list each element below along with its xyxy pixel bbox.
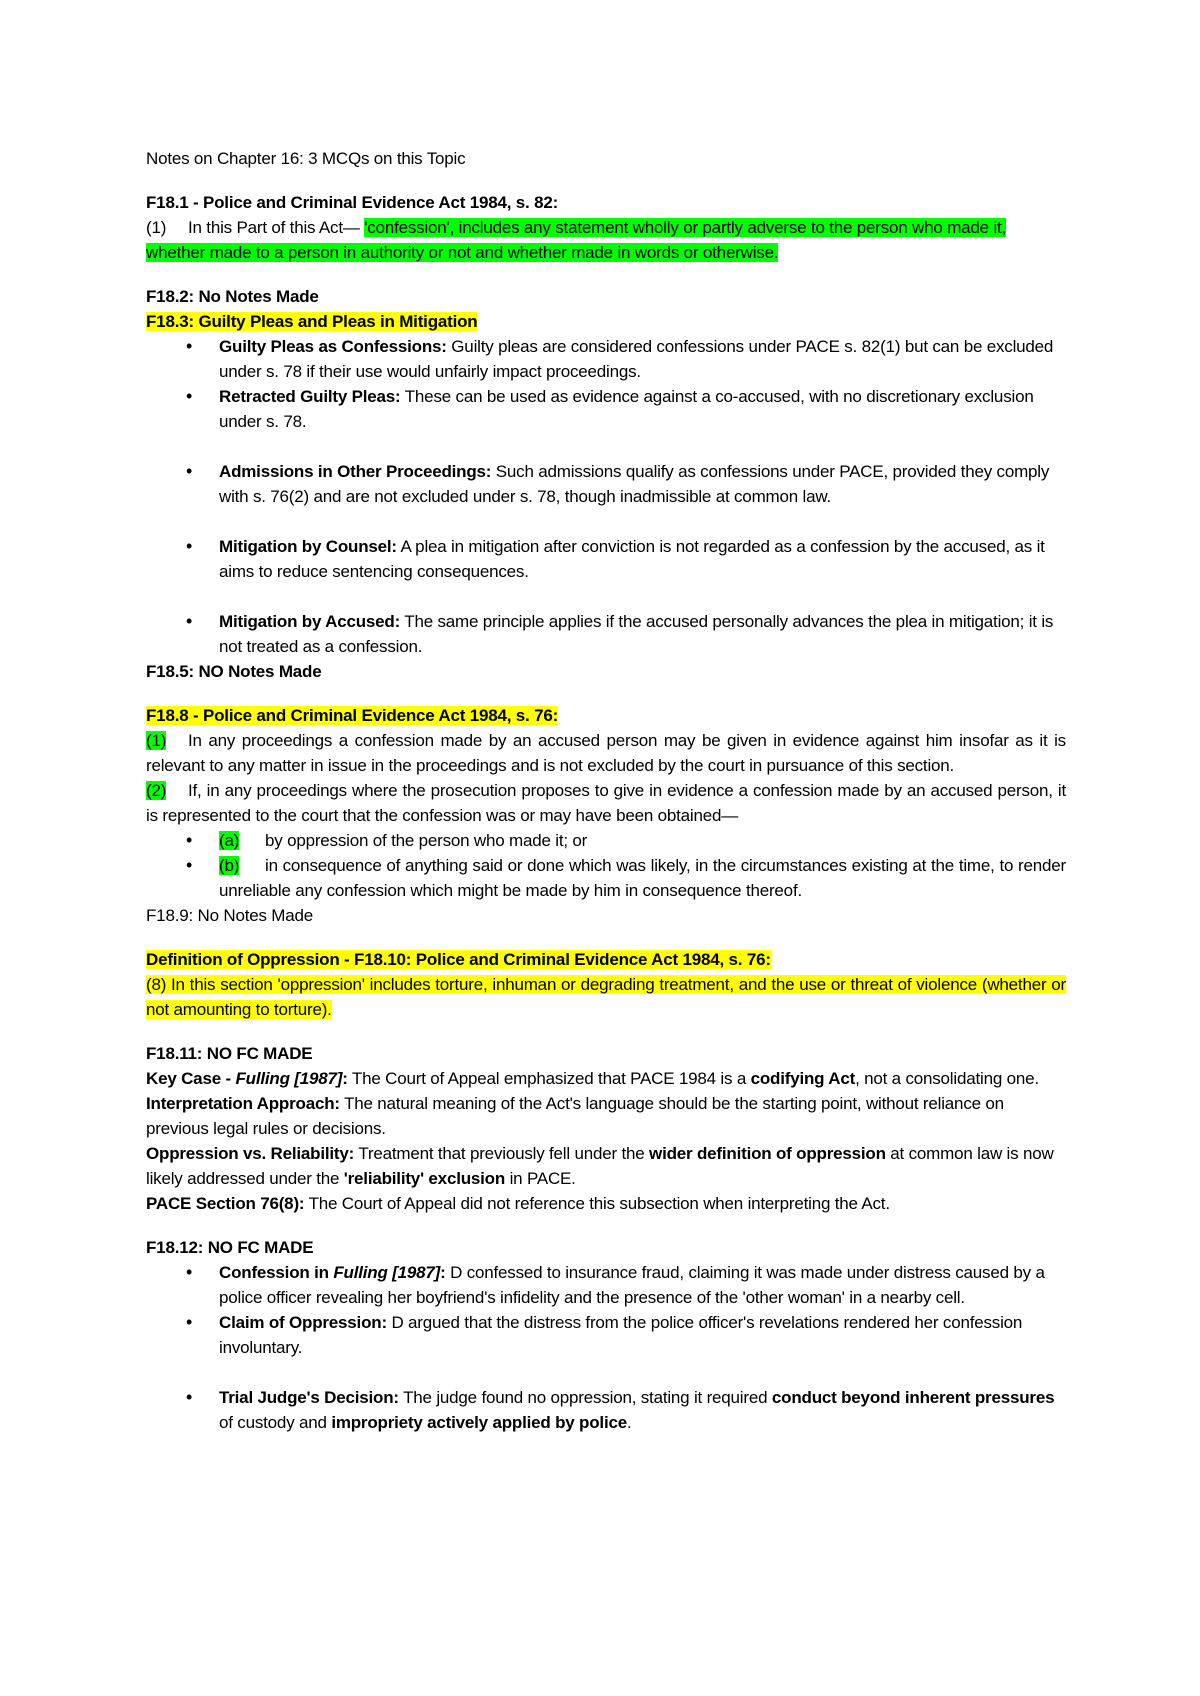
f183-heading: F18.3: Guilty Pleas and Pleas in Mitigation — [146, 312, 478, 331]
list-item: • Claim of Oppression: D argued that the distress from the police officer's revelations rendered her confession involuntary. — [146, 1310, 1066, 1360]
s76-subsection-1: (1) In any proceedings a confession made by an accused person may be given in evidence against him insofar as it is relevant to any matter in issue in the proceedings and is not excluded by the court in pursuance of this section. — [146, 731, 1066, 775]
f185-heading: F18.5: NO Notes Made — [146, 662, 322, 681]
list-item: • Admissions in Other Proceedings: Such admissions qualify as confessions under PACE, provided they comply with s. 76(2) and are not excluded under s. 78, though inadmissible at common law. — [146, 459, 1066, 509]
f1812-heading: F18.12: NO FC MADE — [146, 1238, 314, 1257]
s82-heading: F18.1 - Police and Criminal Evidence Act 1984, s. 82: — [146, 193, 559, 212]
list-item: • Mitigation by Accused: The same principle applies if the accused personally advances the plea in mitigation; it is not treated as a confession. — [146, 609, 1066, 659]
interpretation-para: Interpretation Approach: The natural meaning of the Act's language should be the starting point, without reliance on previous legal rules or decisions. — [146, 1094, 1004, 1138]
s76-subsection-2: (2) If, in any proceedings where the prosecution proposes to give in evidence a confession made by an accused person, it is represented to the court that the confession was or may have been obtained— — [146, 781, 1066, 825]
oppression-heading: Definition of Oppression - F18.10: Police and Criminal Evidence Act 1984, s. 76: — [146, 950, 771, 969]
oppression-definition: (8) In this section 'oppression' includes torture, inhuman or degrading treatment, and the use or threat of violence (whether or not amounting to torture). — [146, 975, 1066, 1019]
oppression-reliability-para: Oppression vs. Reliability: Treatment that previously fell under the wider definition of oppression at common law is now likely addressed under the 'reliability' exclusion in PACE. — [146, 1144, 1054, 1188]
list-item: • Guilty Pleas as Confessions: Guilty pleas are considered confessions under PACE s. 82(1) but can be excluded under s. 78 if their use would unfairly impact proceedings. — [146, 334, 1066, 384]
list-item: • Trial Judge's Decision: The judge found no oppression, stating it required conduct beyond inherent pressures of custody and impropriety actively applied by police. — [146, 1385, 1066, 1435]
fulling-list — [146, 1260, 1066, 1435]
list-item: • Mitigation by Counsel: A plea in mitigation after conviction is not regarded as a confession by the accused, as it aims to reduce sentencing consequences. — [146, 534, 1066, 584]
list-item: • Retracted Guilty Pleas: These can be used as evidence against a co-accused, with no discretionary exclusion under s. 78. — [146, 384, 1066, 434]
s76-heading: F18.8 - Police and Criminal Evidence Act 1984, s. 76: — [146, 706, 559, 725]
f182-heading: F18.2: No Notes Made — [146, 287, 319, 306]
s76-sublist — [146, 828, 1066, 903]
s82-text: (1) In this Part of this Act— 'confession', includes any statement wholly or partly adverse to the person who made it, whether made to a person in authority or not and whether made in words or otherwise. — [146, 218, 1007, 262]
list-item: • (a) by oppression of the person who made it; or — [146, 828, 1066, 853]
s82-highlight: 'confession', includes any statement wholly or partly adverse to the person who made it, whether made to a person in authority or not and whether made in words or otherwise. — [146, 218, 1007, 262]
f189-heading: F18.9: No Notes Made — [146, 906, 314, 925]
f1811-heading: F18.11: NO FC MADE — [146, 1044, 313, 1063]
key-case-para: Key Case - Fulling [1987]: The Court of Appeal emphasized that PACE 1984 is a codifying Act, not a consolidating one. — [146, 1069, 1039, 1088]
document-page — [146, 146, 1066, 1435]
pace-768-para: PACE Section 76(8): The Court of Appeal did not reference this subsection when interpreting the Act. — [146, 1194, 890, 1213]
guilty-pleas-list — [146, 334, 1066, 659]
intro-line: Notes on Chapter 16: 3 MCQs on this Topic — [146, 149, 466, 168]
list-item: • Confession in Fulling [1987]: D confessed to insurance fraud, claiming it was made under distress caused by a police officer revealing her boyfriend's infidelity and the presence of the 'other woman' in a nearby cell. — [146, 1260, 1066, 1310]
list-item: • (b) in consequence of anything said or done which was likely, in the circumstances existing at the time, to render unreliable any confession which might be made by him in consequence thereof. — [146, 853, 1066, 903]
